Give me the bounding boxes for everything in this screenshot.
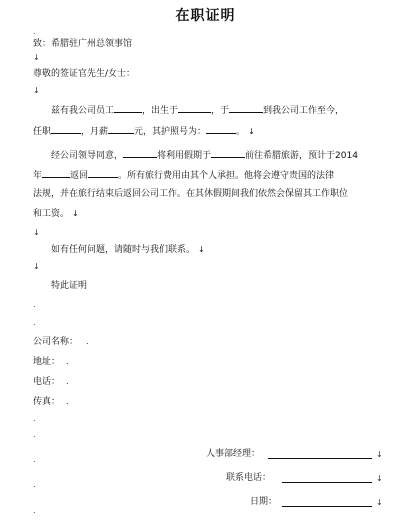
phone-label: 电话： [33,377,61,387]
para1-text: ，于 [211,106,230,116]
para2-text: 年 [33,171,43,181]
para1-text: ，出生于 [142,106,179,116]
paragraph-mark: . [33,318,36,327]
para2-line4 [33,208,79,220]
birthdate-blank [178,103,211,113]
depart-date-blank [211,148,245,158]
para2-text: 和工资。 [33,209,70,219]
fax-label: 传真： [33,397,61,407]
paragraph-mark: . [86,337,89,346]
contact-note-line [51,244,205,256]
para2-text: 前往希腊旅游，预计于2014 [245,151,358,161]
paragraph-mark: . [33,414,36,423]
para2-text: 经公司领导同意， [51,151,124,161]
para2-line2 [33,168,334,182]
certify-line: 特此证明 [51,281,88,291]
name-blank [114,103,142,113]
employee-blank [123,148,157,158]
paragraph-mark: . [33,430,36,439]
paragraph-mark: . [66,397,69,406]
para1-line2 [33,124,255,138]
salutation-line: 尊敬的签证官先生/女士： [33,69,136,79]
para2-text: 将利用假期于 [157,151,212,161]
contact-phone-line [282,482,372,483]
para2-line1 [51,148,358,162]
paragraph-mark: . [33,480,36,489]
paragraph-mark: ↓ [33,86,40,95]
paragraph-mark: ↓ [376,498,383,507]
address-label: 地址： [33,357,61,367]
para1-text: ，月薪 [81,127,109,137]
para2-line3: 法规，并在旅行结束后返回公司工作。在其休假期间我们依然会保留其工作职位 [33,189,349,199]
paragraph-mark: . [33,27,36,36]
paragraph-mark: . [33,506,36,515]
paragraph-mark: ↓ [33,53,40,62]
paragraph-mark: ↓ [33,228,40,237]
return-place-blank [88,168,118,178]
manager-signature-line [268,458,372,459]
fax-line [33,396,69,408]
position-blank [51,124,81,134]
paragraph-mark: ↓ [33,262,40,271]
manager-label: 人事部经理： [206,449,261,459]
paragraph-mark: ↓ [376,474,383,483]
para1-text: 元，其护照号为： [134,127,207,137]
para1-line1 [51,103,344,117]
paragraph-mark: ↓ [376,450,383,459]
contact-note-text: 如有任何问题，请随时与我们联系。 [51,245,196,255]
passport-blank [206,124,236,134]
paragraph-mark: ↓ [248,127,255,136]
para1-text: 。 [236,127,246,137]
address-line [33,356,69,368]
para1-text: 到我公司工作至今， [263,106,345,116]
para2-text: 返回 [70,171,89,181]
date-label: 日期： [250,497,278,507]
document-title: 在职证明 [175,8,236,24]
phone-line [33,376,69,388]
paragraph-mark: . [66,357,69,366]
date-line [282,506,372,507]
start-date-blank [229,103,263,113]
company-name-line [33,336,89,348]
para1-text: 任职 [33,127,52,137]
contact-phone-label: 联系电话： [226,473,272,483]
salary-blank [108,124,134,134]
para1-text: 兹有我公司员工 [51,106,115,116]
paragraph-mark: ↓ [72,209,79,218]
recipient-line: 致：希腊驻广州总领事馆 [33,39,133,49]
return-date-blank [42,168,70,178]
paragraph-mark: . [66,377,69,386]
paragraph-mark: . [33,455,36,464]
paragraph-mark: . [33,300,36,309]
paragraph-mark: ↓ [198,245,205,254]
para2-text: 。所有旅行费用由其个人承担。他将会遵守贵国的法律 [118,171,335,181]
company-name-label: 公司名称： [33,337,79,347]
